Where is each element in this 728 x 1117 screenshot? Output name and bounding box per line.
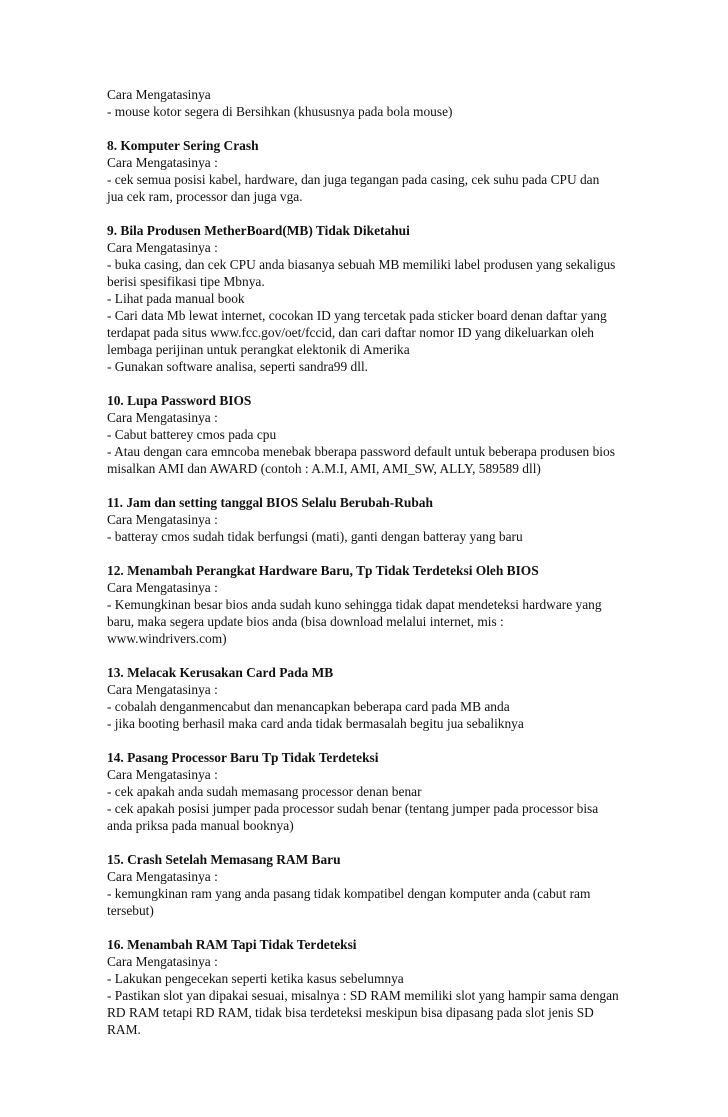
- section-15: [107, 851, 619, 919]
- intro-item: - mouse kotor segera di Bersihkan (khususnya pada bola mouse): [107, 104, 453, 119]
- section-item: - cek semua posisi kabel, hardware, dan juga tegangan pada casing, cek suhu pada CPU dan jua cek ram, processor dan juga vga.: [107, 172, 600, 204]
- section-title: 16. Menambah RAM Tapi Tidak Terdeteksi: [107, 937, 357, 952]
- section-10: [107, 392, 619, 477]
- section-item: - Lihat pada manual book: [107, 291, 245, 306]
- section-14: [107, 749, 619, 834]
- section-item: - Atau dengan cara emncoba menebak bberapa password default untuk beberapa produsen bios misalkan AMI dan AWARD (contoh : A.M.I, AMI, AMI_SW, ALLY, 589589 dll): [107, 444, 615, 476]
- section-item: - Pastikan slot yan dipakai sesuai, misalnya : SD RAM memiliki slot yang hampir sama dengan RD RAM tetapi RD RAM, tidak bisa terdeteksi meskipun bisa dipasang pada slot jenis SD RAM.: [107, 988, 619, 1037]
- section-title: 12. Menambah Perangkat Hardware Baru, Tp Tidak Terdeteksi Oleh BIOS: [107, 563, 539, 578]
- section-subtitle: Cara Mengatasinya :: [107, 410, 218, 425]
- section-9: [107, 222, 619, 375]
- section-title: 14. Pasang Processor Baru Tp Tidak Terdeteksi: [107, 750, 379, 765]
- intro-heading: Cara Mengatasinya: [107, 87, 211, 102]
- section-title: 13. Melacak Kerusakan Card Pada MB: [107, 665, 334, 680]
- section-subtitle: Cara Mengatasinya :: [107, 580, 218, 595]
- section-subtitle: Cara Mengatasinya :: [107, 767, 218, 782]
- section-11: [107, 494, 619, 545]
- section-item: - Kemungkinan besar bios anda sudah kuno sehingga tidak dapat mendeteksi hardware yang baru, maka segera update bios anda (bisa download melalui internet, mis : www.windrivers.com): [107, 597, 602, 646]
- section-item: - Gunakan software analisa, seperti sandra99 dll.: [107, 359, 369, 374]
- intro-block: [107, 86, 619, 120]
- section-item: - Lakukan pengecekan seperti ketika kasus sebelumnya: [107, 971, 404, 986]
- section-subtitle: Cara Mengatasinya :: [107, 240, 218, 255]
- section-8: [107, 137, 619, 205]
- section-title: 10. Lupa Password BIOS: [107, 393, 252, 408]
- section-subtitle: Cara Mengatasinya :: [107, 512, 218, 527]
- section-item: - Cari data Mb lewat internet, cocokan ID yang tercetak pada sticker board denan daftar yang terdapat pada situs www.fcc.gov/oet/fccid, dan cari daftar nomor ID yang dikeluarkan oleh lembaga perijinan untuk perangkat elektonik di Amerika: [107, 308, 607, 357]
- document-page: [107, 86, 619, 1055]
- section-item: - cobalah denganmencabut dan menancapkan beberapa card pada MB anda: [107, 699, 510, 714]
- section-subtitle: Cara Mengatasinya :: [107, 682, 218, 697]
- section-item: - Cabut batterey cmos pada cpu: [107, 427, 277, 442]
- section-item: - batteray cmos sudah tidak berfungsi (mati), ganti dengan batteray yang baru: [107, 529, 523, 544]
- section-title: 8. Komputer Sering Crash: [107, 138, 259, 153]
- section-title: 15. Crash Setelah Memasang RAM Baru: [107, 852, 341, 867]
- section-12: [107, 562, 619, 647]
- section-item: - cek apakah posisi jumper pada processor sudah benar (tentang jumper pada processor bisa anda priksa pada manual booknya): [107, 801, 599, 833]
- section-item: - jika booting berhasil maka card anda tidak bermasalah begitu jua sebaliknya: [107, 716, 524, 731]
- section-item: - cek apakah anda sudah memasang processor denan benar: [107, 784, 422, 799]
- section-subtitle: Cara Mengatasinya :: [107, 869, 218, 884]
- section-subtitle: Cara Mengatasinya :: [107, 954, 218, 969]
- section-13: [107, 664, 619, 732]
- section-16: [107, 936, 619, 1038]
- section-item: - buka casing, dan cek CPU anda biasanya sebuah MB memiliki label produsen yang sekaligus berisi spesifikasi tipe Mbnya.: [107, 257, 616, 289]
- section-item: - kemungkinan ram yang anda pasang tidak kompatibel dengan komputer anda (cabut ram tersebut): [107, 886, 591, 918]
- section-subtitle: Cara Mengatasinya :: [107, 155, 218, 170]
- section-title: 9. Bila Produsen MetherBoard(MB) Tidak Diketahui: [107, 223, 410, 238]
- section-title: 11. Jam dan setting tanggal BIOS Selalu Berubah-Rubah: [107, 495, 433, 510]
